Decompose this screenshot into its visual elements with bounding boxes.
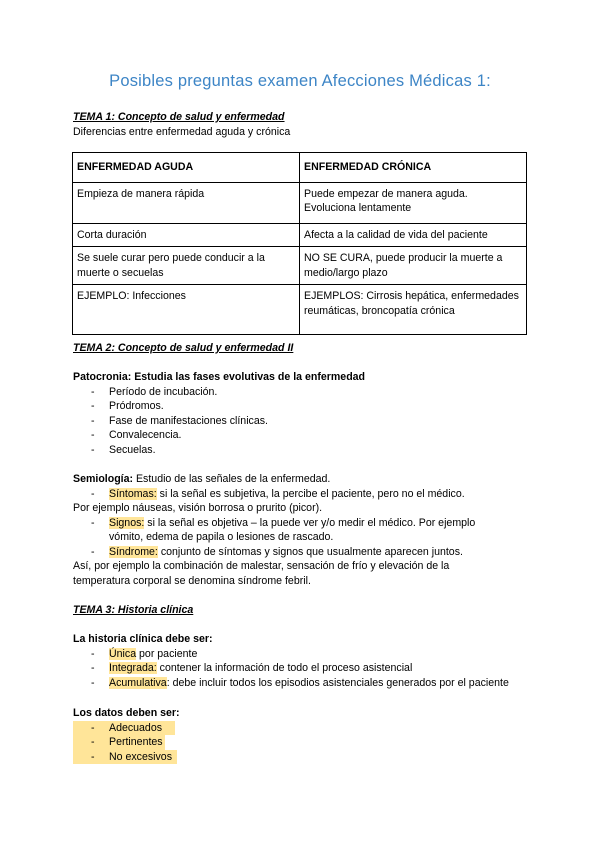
tema2-heading-block xyxy=(73,341,533,356)
hc-item-label: Integrada: xyxy=(109,662,157,674)
tema3-heading-block xyxy=(73,603,533,618)
table-row xyxy=(73,247,527,285)
table-cell: NO SE CURA, puede producir la muerte a medio/largo plazo xyxy=(300,247,527,285)
sindrome-example: Así, por ejemplo la combinación de malestar, sensación de frío y elevación de la temperatura corporal se denomina síndrome febril. xyxy=(73,560,450,587)
table-row xyxy=(73,182,527,223)
table-cell: EJEMPLO: Infecciones xyxy=(73,285,300,335)
hc-title: La historia clínica debe ser: xyxy=(73,633,213,645)
datos-section xyxy=(73,706,533,764)
list-item: - Adecuados xyxy=(73,721,175,736)
semiologia-text: Estudio de las señales de la enfermedad. xyxy=(133,473,331,485)
historia-clinica-section xyxy=(73,632,553,690)
table-header-aguda: ENFERMEDAD AGUDA xyxy=(73,153,300,183)
list-item xyxy=(73,676,553,691)
list-item: - Pródromos. xyxy=(73,399,533,414)
list-item xyxy=(73,647,553,662)
tema1-heading: TEMA 1: Concepto de salud y enfermedad xyxy=(73,111,285,123)
signos-list xyxy=(73,516,543,531)
list-item: - Convalecencia. xyxy=(73,428,533,443)
hc-item-text: : debe incluir todos los episodios asistenciales generados por el paciente xyxy=(166,676,509,689)
signos-text-continued: vómito, edema de papila o lesiones de rascado. xyxy=(109,531,334,543)
semiologia-list xyxy=(73,487,543,502)
semiologia-line xyxy=(73,472,543,487)
list-item xyxy=(73,516,543,531)
signos-text: si la señal es objetiva – la puede ver y/o medir el médico. Por ejemplo xyxy=(144,516,476,529)
sintomas-example: Por ejemplo náuseas, visión borrosa o prurito (picor). xyxy=(73,502,323,514)
table-cell: Empieza de manera rápida xyxy=(73,182,300,223)
table-row xyxy=(73,223,527,247)
sintomas-text: si la señal es subjetiva, la percibe el paciente, pero no el médico. xyxy=(156,487,465,500)
datos-title: Los datos deben ser: xyxy=(73,707,180,719)
patocronia-title: Patocronia: Estudia las fases evolutivas de la enfermedad xyxy=(73,371,366,383)
tema1-section xyxy=(73,110,533,139)
table-cell: Puede empezar de manera aguda. Evoluciona lentamente xyxy=(300,182,527,223)
tema3-heading: TEMA 3: Historia clínica xyxy=(73,604,194,616)
datos-list xyxy=(73,721,533,765)
table-header-cronica: ENFERMEDAD CRÓNICA xyxy=(300,153,527,183)
list-item xyxy=(73,545,543,560)
semiologia-section xyxy=(73,472,543,588)
page-title: Posibles preguntas examen Afecciones Médicas 1: xyxy=(109,72,491,90)
list-item: - Fase de manifestaciones clínicas. xyxy=(73,414,533,429)
hc-item-text: por paciente xyxy=(136,647,198,660)
hc-item-label: Acumulativa xyxy=(109,676,167,689)
sindrome-list xyxy=(73,545,543,560)
phases-list xyxy=(73,385,533,458)
table-cell: Afecta a la calidad de vida del paciente xyxy=(300,223,527,247)
list-item: - Pertinentes xyxy=(73,735,165,750)
hc-list xyxy=(73,647,553,691)
tema1-intro: Diferencias entre enfermedad aguda y crónica xyxy=(73,125,291,138)
table-row xyxy=(73,285,527,335)
patocronia-section xyxy=(73,370,533,457)
semiologia-label: Semiología: xyxy=(73,473,134,485)
signos-label: Signos: xyxy=(109,516,145,529)
list-item: - Período de incubación. xyxy=(73,385,533,400)
list-item xyxy=(73,487,543,502)
hc-item-label: Única xyxy=(109,647,137,660)
comparison-table xyxy=(72,152,527,335)
table-header-row xyxy=(73,153,527,183)
list-item: - No excesivos xyxy=(73,750,177,765)
sintomas-label: Síntomas: xyxy=(109,487,157,500)
hc-item-text: contener la información de todo el proceso asistencial xyxy=(156,662,413,674)
table-cell: EJEMPLOS: Cirrosis hepática, enfermedades reumáticas, broncopatía crónica xyxy=(300,285,527,335)
table-cell: Se suele curar pero puede conducir a la muerte o secuelas xyxy=(73,247,300,285)
table-cell: Corta duración xyxy=(73,223,300,247)
sindrome-text: conjunto de síntomas y signos que usualmente aparecen juntos. xyxy=(157,545,463,558)
sindrome-label: Síndrome: xyxy=(109,545,158,558)
list-item xyxy=(73,661,553,676)
tema2-heading: TEMA 2: Concepto de salud y enfermedad II xyxy=(73,342,294,354)
list-item: - Secuelas. xyxy=(73,443,533,458)
